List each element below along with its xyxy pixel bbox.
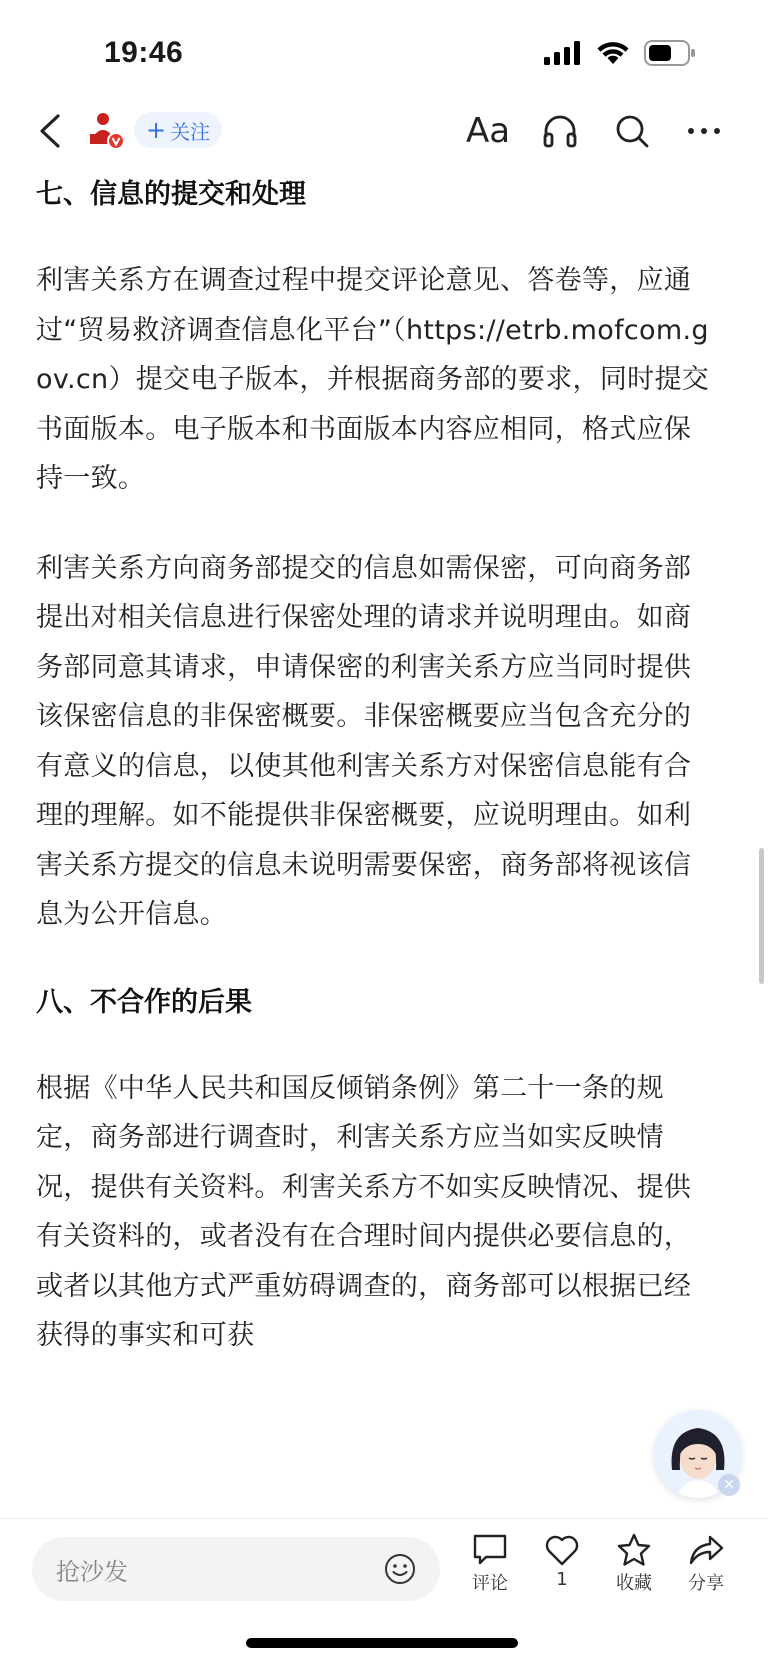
plus-icon: + [146,116,167,144]
search-icon [614,113,650,149]
paragraph-submission: 利害关系方在调查过程中提交评论意见、答卷等，应通过“贸易救济调查信息化平台”（https://etrb.mofcom.gov.cn）提交电子版本，并根据商务部的要求，同时提交书面版本。电子版本和书面版本内容应相同，格式应保持一致。 [36,265,710,494]
more-button[interactable] [668,106,740,156]
battery-icon [644,40,696,66]
status-bar [0,0,768,100]
share-icon [688,1533,724,1567]
font-size-button[interactable] [452,106,524,156]
emoji-icon[interactable] [384,1553,416,1585]
paragraph-non-cooperation: 根据《中华人民共和国反倾销条例》第二十一条的规定，商务部进行调查时，利害关系方应当如实反映情况，提供有关资料。利害关系方不如实反映情况、提供有关资料的，或者没有在合理时间内提供必要信息的，或者以其他方式严重妨碍调查的，商务部可以根据已经获得的事实和可获 [36,1072,692,1351]
collect-label: 收藏 [616,1573,652,1594]
section-title-7: 七、信息的提交和处理 [36,179,306,210]
paragraph-confidentiality: 利害关系方向商务部提交的信息如需保密，可向商务部提出对相关信息进行保密处理的请求并说明理由。如商务部同意其请求，申请保密的利害关系方应当同时提供该保密信息的非保密概要。非保密概要应当包含充分的有意义的信息，以使其他利害关系方对保密信息能有合理的理解。如不能提供非保密概要，应说明理由。如利害关系方提交的信息未说明需要保密，商务部将视该信息为公开信息。 [36,552,692,930]
like-count: 1 [556,1569,568,1590]
follow-button[interactable] [134,112,222,148]
nav-actions [452,106,740,156]
share-label: 分享 [688,1573,724,1594]
heart-icon [544,1533,580,1567]
search-button[interactable] [596,106,668,156]
account-avatar[interactable] [86,110,126,150]
status-time: 19:46 [104,36,184,69]
section-title-8: 八、不合作的后果 [36,986,252,1018]
comment-button[interactable] [456,1533,524,1595]
article-body [36,172,716,1361]
comment-icon [472,1533,508,1567]
star-icon [616,1533,652,1567]
font-size-icon: Aa [465,111,511,151]
more-dots-icon [687,127,721,135]
cellular-signal-icon [544,41,582,65]
comment-label: 评论 [472,1573,508,1594]
headphones-icon [542,113,578,149]
scrollbar-thumb[interactable] [759,848,764,984]
share-button[interactable] [672,1533,740,1595]
comment-placeholder: 抢沙发 [56,1557,128,1586]
status-icons [544,40,696,66]
wifi-icon [596,40,630,66]
nav-bar [0,100,768,162]
collect-button[interactable] [600,1533,668,1595]
comment-input[interactable] [32,1537,440,1601]
listen-button[interactable] [524,106,596,156]
like-button[interactable] [528,1533,596,1590]
home-indicator[interactable] [246,1638,518,1648]
follow-label: 关注 [170,119,211,144]
back-arrow-icon[interactable] [32,108,72,154]
assistant-close-icon[interactable]: ✕ [718,1474,740,1496]
